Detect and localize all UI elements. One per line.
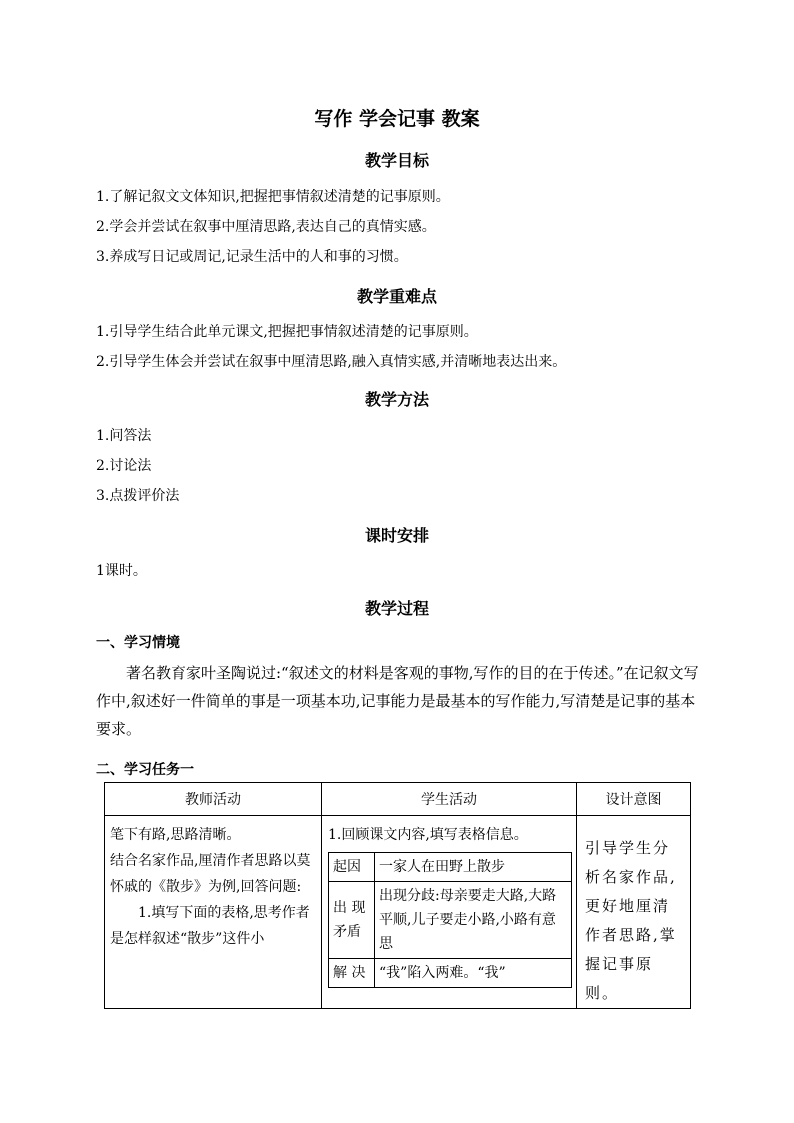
design-cell [577,816,691,1009]
teacher-line: 笔下有路,思路清晰。 [110,827,241,843]
method-item: 3.点拨评价法 [96,488,180,504]
inner-label: 出 现 矛盾 [329,882,375,959]
method-item: 2.讨论法 [96,458,152,474]
section-heading-situation: 一、学习情境 [96,635,180,651]
key-point-item: 2.引导学生体会并尝试在叙事中厘清思路,融入真情实感,并清晰地表达出来。 [96,354,567,370]
heading-key-points: 教学重难点 [356,287,437,306]
heading-goals: 教学目标 [364,151,429,170]
heading-process: 教学过程 [364,599,429,618]
heading-schedule: 课时安排 [364,526,429,545]
goal-item: 2.学会并尝试在叙事中厘清思路,表达自己的真情实感。 [96,219,436,235]
inner-value: 出现分歧:母亲要走大路,大路平顺,儿子要走小路,小路有意思 [375,882,572,959]
inner-label: 起因 [329,853,375,882]
inner-table [328,852,572,988]
inner-value: 一家人在田野上散步 [375,853,572,882]
goal-item: 1.了解记叙文文体知识,把握把事情叙述清楚的记事原则。 [96,189,450,205]
design-text: 引导学生分析名家作品,更好地厘清作者思路,掌握记事原则。 [585,839,677,1002]
student-cell [322,816,577,1009]
table-header-row [105,783,691,816]
table-row [105,816,691,1009]
task-table [104,782,691,1009]
inner-row [329,882,572,959]
situation-paragraph: 著名教育家叶圣陶说过:“叙述文的材料是客观的事物,写作的目的在于传述。”在记叙文写作中,叙述好一件简单的事是一项基本功,记事能力是最基本的写作能力,写清楚是记事的基本要求。 [96,664,699,738]
header-teacher: 教师活动 [105,783,322,816]
inner-label: 解 决 [329,959,375,988]
schedule-text: 1课时。 [96,563,147,579]
teacher-cell [105,816,322,1009]
document-title: 写作 学会记事 教案 [314,108,480,130]
section-heading-task-one: 二、学习任务一 [96,762,194,778]
inner-row [329,853,572,882]
teacher-line: 结合名家作品,厘清作者思路以莫怀戚的《散步》为例,回答问题: [110,853,311,895]
header-student: 学生活动 [322,783,577,816]
goal-item: 3.养成写日记或周记,记录生活中的人和事的习惯。 [96,249,408,265]
inner-row [329,959,572,988]
teacher-line: 1.填写下面的表格,思考作者是怎样叙述“散步”这件小 [110,905,310,947]
key-point-item: 1.引导学生结合此单元课文,把握把事情叙述清楚的记事原则。 [96,324,478,340]
header-design: 设计意图 [577,783,691,816]
inner-value: “我”陷入两难。“我” [375,959,572,988]
student-intro: 1.回顾课文内容,填写表格信息。 [328,827,528,843]
heading-methods: 教学方法 [364,390,429,409]
method-item: 1.问答法 [96,428,152,444]
